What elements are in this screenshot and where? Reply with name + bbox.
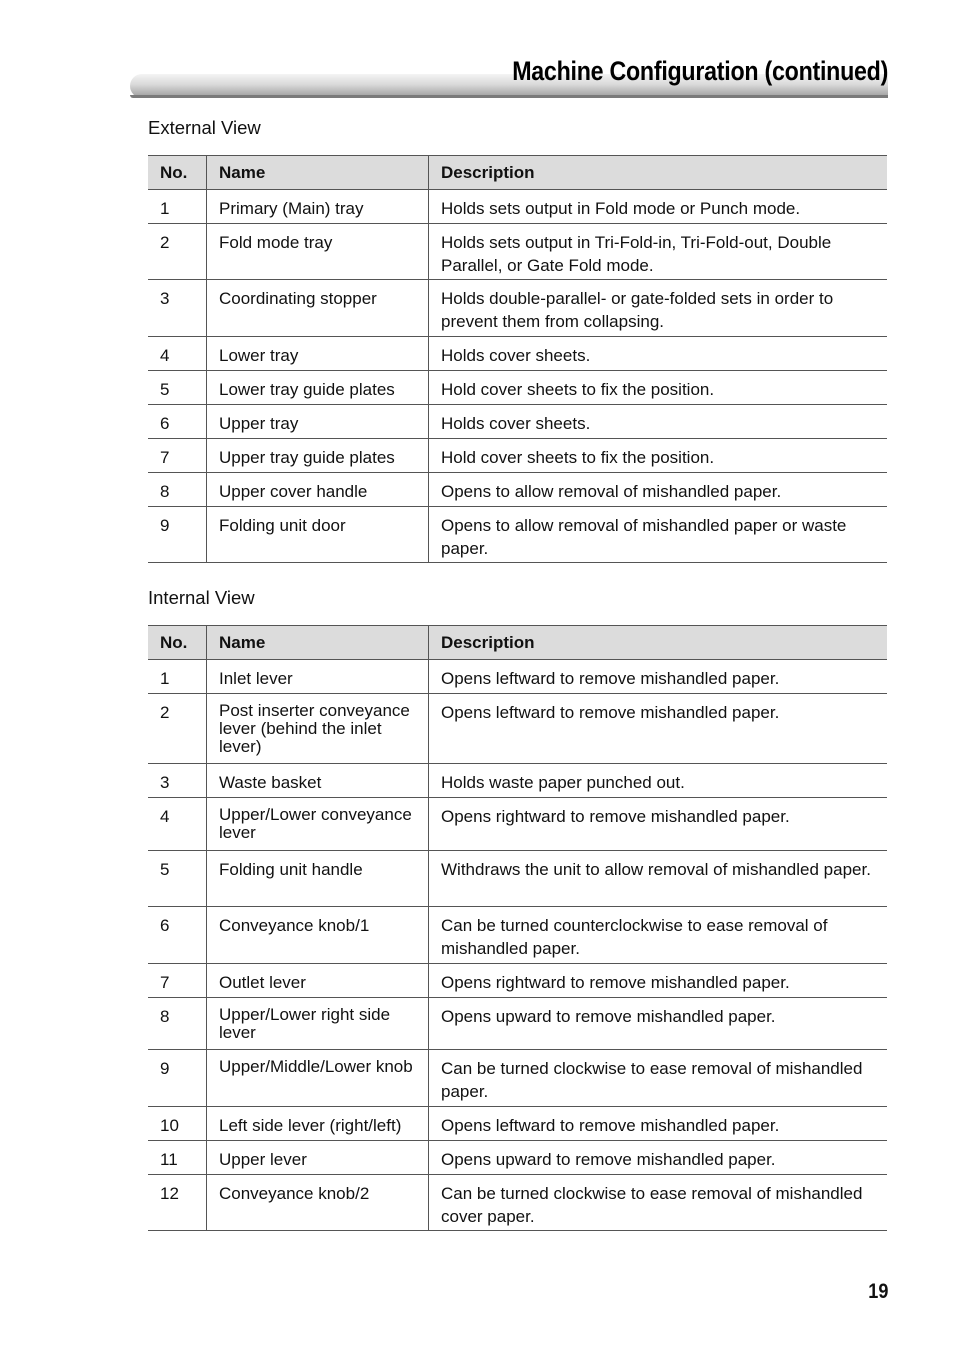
column-header-name: Name [207, 626, 429, 660]
cell-no: 6 [148, 907, 207, 964]
external-view-table [148, 155, 887, 563]
column-header-description: Description [429, 156, 888, 190]
cell-name: Coordinating stopper [207, 280, 429, 337]
cell-no: 9 [148, 1050, 207, 1107]
cell-description: Opens rightward to remove mishandled paper. [429, 964, 888, 998]
cell-no: 6 [148, 405, 207, 439]
cell-name: Conveyance knob/2 [207, 1175, 429, 1231]
cell-no: 8 [148, 473, 207, 507]
table-row [148, 507, 887, 563]
cell-name: Lower tray guide plates [207, 371, 429, 405]
table-row [148, 190, 887, 224]
table-header-row [148, 626, 887, 660]
cell-name: Folding unit door [207, 507, 429, 563]
table-row [148, 998, 887, 1050]
page-title: Machine Configuration (continued) [512, 56, 888, 86]
column-header-no: No. [148, 626, 207, 660]
cell-description: Opens leftward to remove mishandled paper. [429, 1107, 888, 1141]
cell-name: Fold mode tray [207, 224, 429, 280]
cell-no: 10 [148, 1107, 207, 1141]
cell-name: Upper/Middle/Lower knob [207, 1050, 429, 1107]
cell-name: Folding unit handle [207, 851, 429, 907]
internal-view-table [148, 625, 887, 1231]
table-row [148, 1050, 887, 1107]
cell-no: 8 [148, 998, 207, 1050]
column-header-description: Description [429, 626, 888, 660]
cell-description: Opens upward to remove mishandled paper. [429, 998, 888, 1050]
table-row [148, 280, 887, 337]
cell-description: Hold cover sheets to fix the position. [429, 439, 888, 473]
cell-name: Upper cover handle [207, 473, 429, 507]
cell-no: 1 [148, 190, 207, 224]
table-row [148, 764, 887, 798]
cell-no: 3 [148, 280, 207, 337]
table-row [148, 660, 887, 694]
external-view-heading: External View [148, 117, 261, 138]
cell-description: Holds cover sheets. [429, 337, 888, 371]
cell-name: Lower tray [207, 337, 429, 371]
table-row [148, 371, 887, 405]
table-row [148, 224, 887, 280]
table-row [148, 1175, 887, 1231]
cell-name: Upper lever [207, 1141, 429, 1175]
cell-no: 2 [148, 224, 207, 280]
table-row [148, 337, 887, 371]
table-header-row [148, 156, 887, 190]
column-header-name: Name [207, 156, 429, 190]
cell-description: Can be turned counterclockwise to ease removal of mishandled paper. [429, 907, 888, 964]
cell-no: 11 [148, 1141, 207, 1175]
cell-name: Inlet lever [207, 660, 429, 694]
cell-description: Holds double-parallel- or gate-folded sets in order to prevent them from collapsing. [429, 280, 888, 337]
cell-no: 9 [148, 507, 207, 563]
cell-no: 4 [148, 798, 207, 851]
table-row [148, 851, 887, 907]
cell-no: 5 [148, 371, 207, 405]
cell-description: Withdraws the unit to allow removal of mishandled paper. [429, 851, 888, 907]
table-row [148, 1107, 887, 1141]
cell-name: Upper tray [207, 405, 429, 439]
table-row [148, 964, 887, 998]
cell-description: Hold cover sheets to fix the position. [429, 371, 888, 405]
cell-description: Holds cover sheets. [429, 405, 888, 439]
cell-name: Upper/Lower right side lever [207, 998, 429, 1050]
cell-no: 12 [148, 1175, 207, 1231]
cell-description: Holds sets output in Fold mode or Punch mode. [429, 190, 888, 224]
table-row [148, 1141, 887, 1175]
cell-description: Holds sets output in Tri-Fold-in, Tri-Fold-out, Double Parallel, or Gate Fold mode. [429, 224, 888, 280]
cell-description: Opens rightward to remove mishandled paper. [429, 798, 888, 851]
cell-no: 4 [148, 337, 207, 371]
page-number: 19 [867, 1280, 888, 1303]
cell-description: Holds waste paper punched out. [429, 764, 888, 798]
cell-name: Upper tray guide plates [207, 439, 429, 473]
column-header-no: No. [148, 156, 207, 190]
cell-description: Can be turned clockwise to ease removal of mishandled paper. [429, 1050, 888, 1107]
cell-description: Opens leftward to remove mishandled paper. [429, 694, 888, 764]
cell-description: Can be turned clockwise to ease removal of mishandled cover paper. [429, 1175, 888, 1231]
cell-name: Waste basket [207, 764, 429, 798]
cell-name: Upper/Lower conveyance lever [207, 798, 429, 851]
cell-no: 3 [148, 764, 207, 798]
table-row [148, 439, 887, 473]
internal-view-heading: Internal View [148, 587, 255, 608]
table-row [148, 907, 887, 964]
cell-name: Post inserter conveyance lever (behind the inlet lever) [207, 694, 429, 764]
cell-name: Left side lever (right/left) [207, 1107, 429, 1141]
cell-name: Outlet lever [207, 964, 429, 998]
cell-no: 2 [148, 694, 207, 764]
cell-description: Opens to allow removal of mishandled paper. [429, 473, 888, 507]
table-row [148, 694, 887, 764]
cell-name: Primary (Main) tray [207, 190, 429, 224]
table-row [148, 473, 887, 507]
cell-description: Opens leftward to remove mishandled paper. [429, 660, 888, 694]
cell-no: 1 [148, 660, 207, 694]
cell-name: Conveyance knob/1 [207, 907, 429, 964]
cell-no: 5 [148, 851, 207, 907]
table-row [148, 405, 887, 439]
table-row [148, 798, 887, 851]
cell-no: 7 [148, 964, 207, 998]
cell-no: 7 [148, 439, 207, 473]
cell-description: Opens upward to remove mishandled paper. [429, 1141, 888, 1175]
cell-description: Opens to allow removal of mishandled paper or waste paper. [429, 507, 888, 563]
